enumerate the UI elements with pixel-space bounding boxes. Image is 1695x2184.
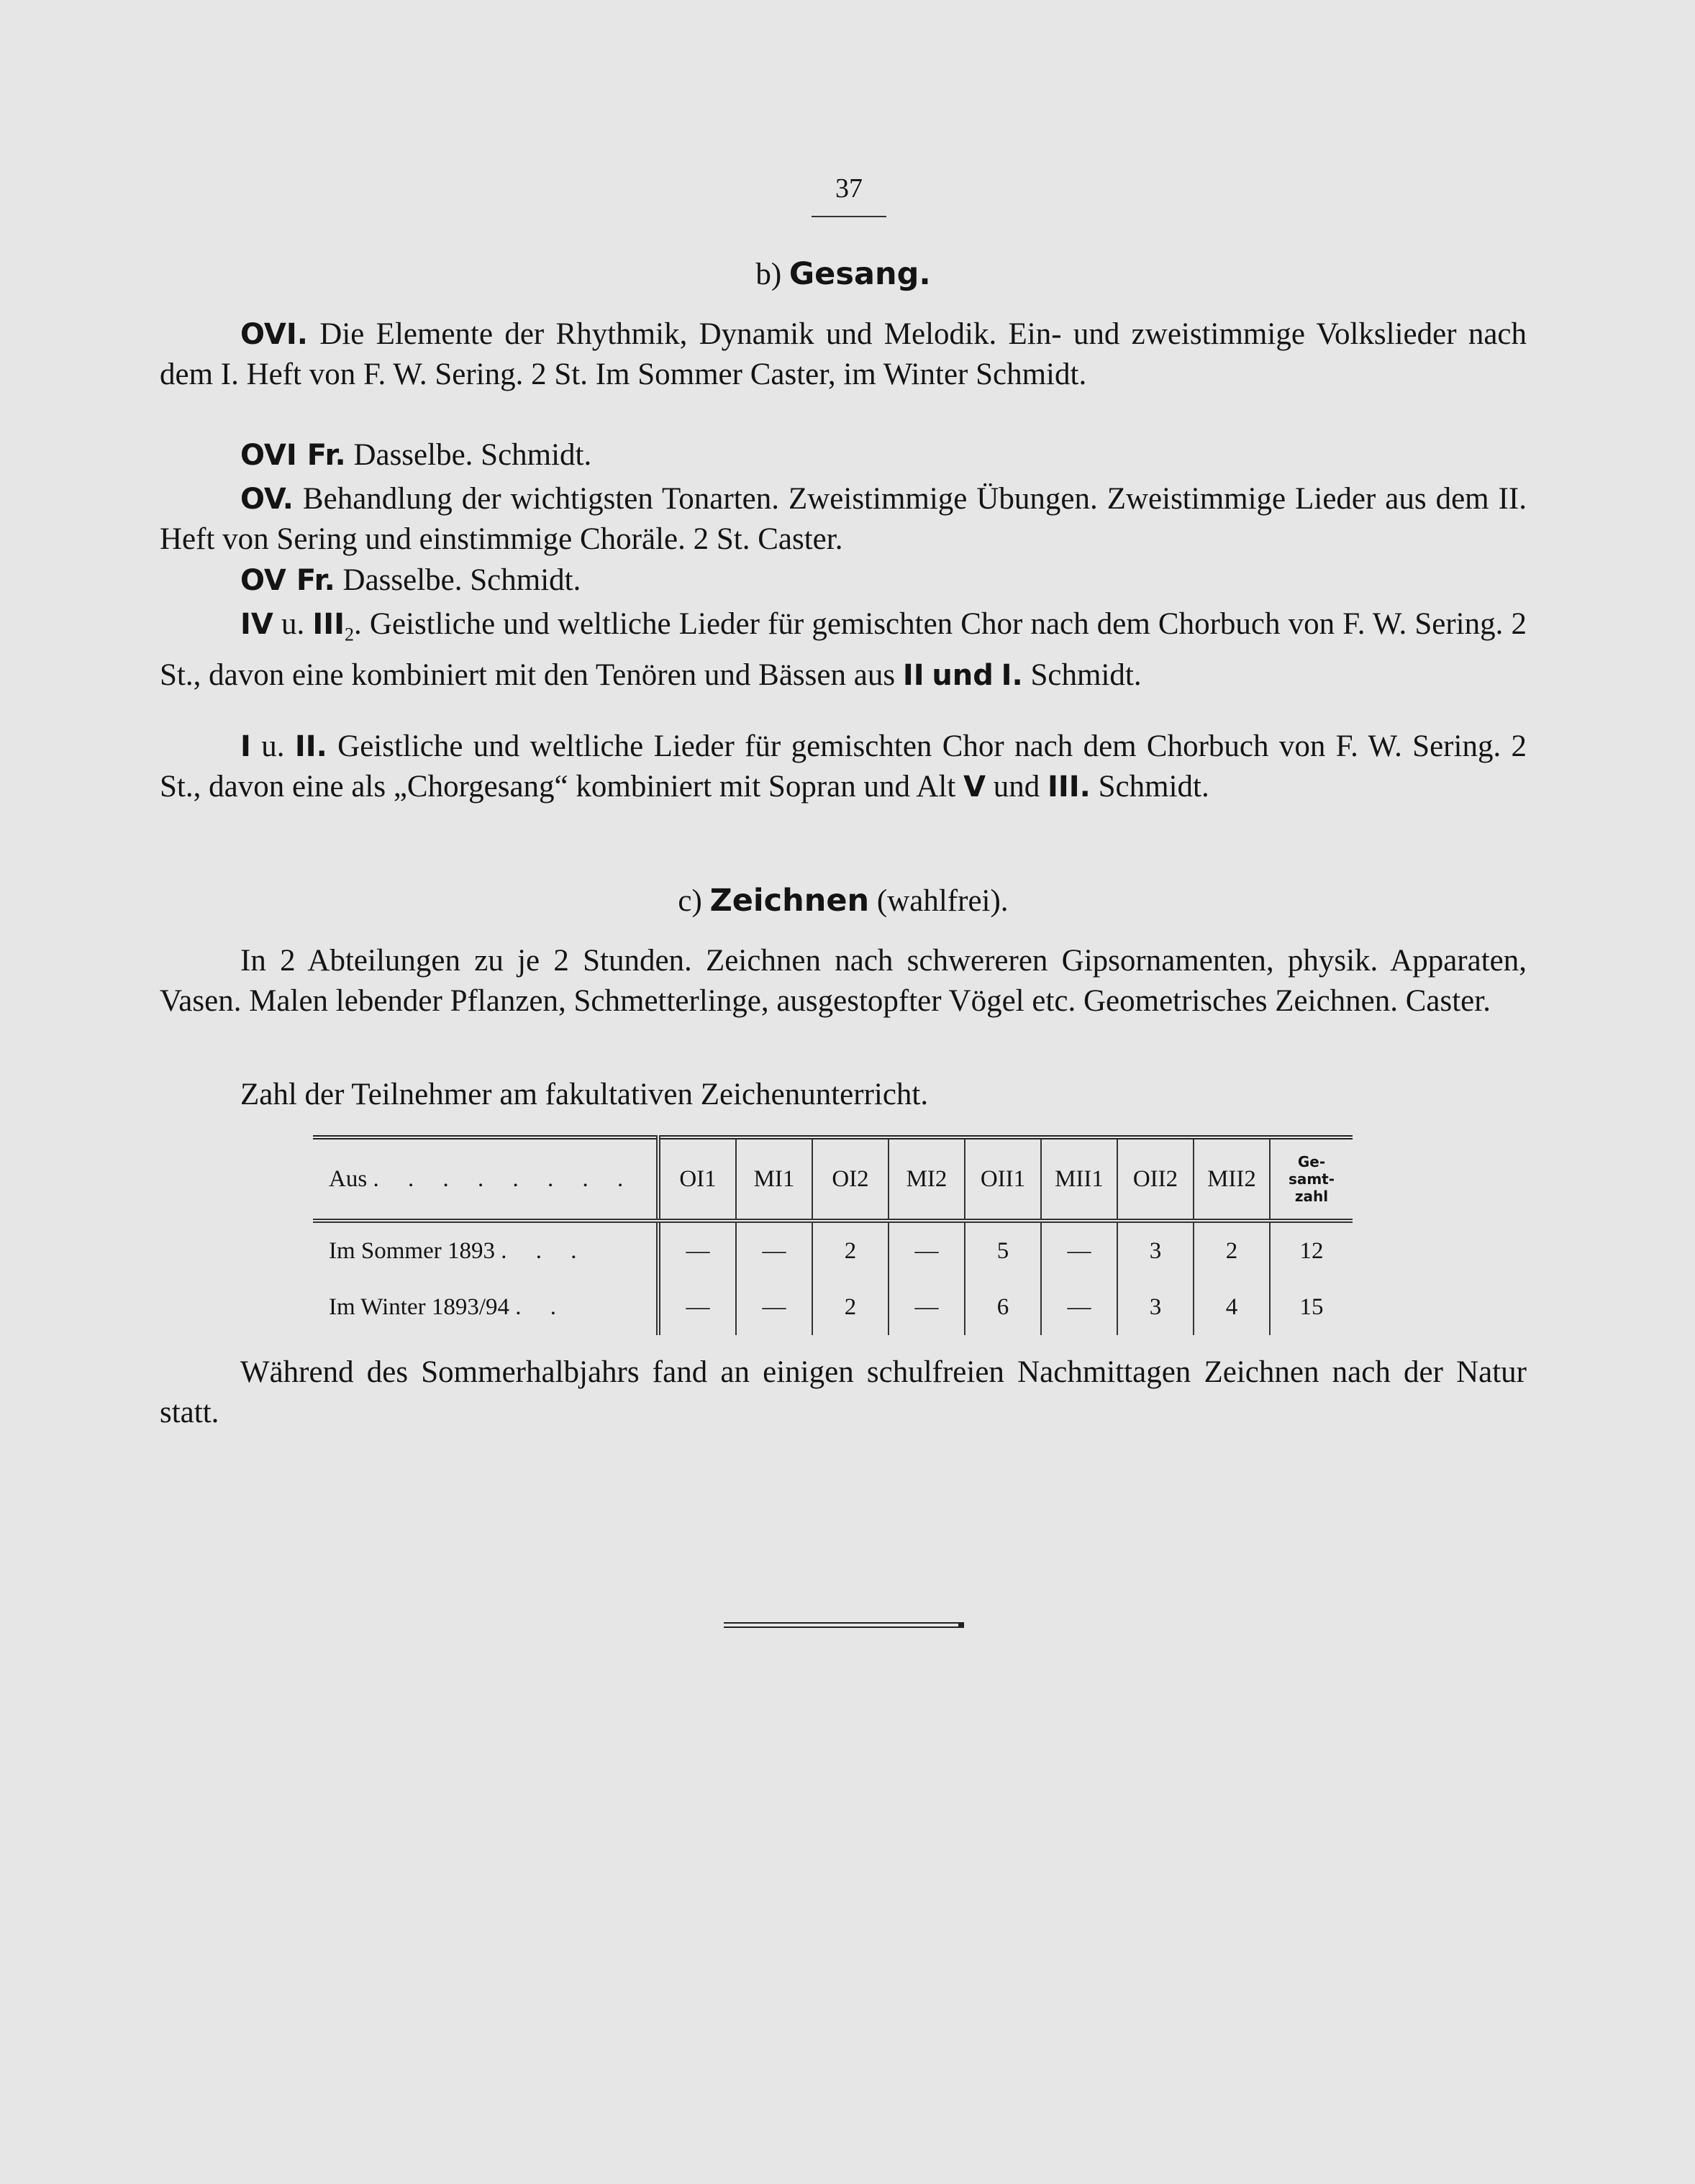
closing-paragraph: Während des Sommerhalbjahrs fand an einigen schulfreien Nachmittagen Zeichnen nach der Natur statt. [160, 1355, 1527, 1429]
paragraph-iv-iii2 [160, 604, 1527, 696]
table-row [313, 1221, 1353, 1279]
table-caption: Zahl der Teilnehmer am fakultativen Zeichenunterricht. [240, 1078, 929, 1111]
table-cell: 2 [812, 1279, 889, 1335]
column-header: OI1 [658, 1137, 736, 1221]
paragraph-text: . Geistliche und weltliche Lieder für gemischten Chor nach dem Chorbuch von F. W. Sering. 2 St., davon eine kombiniert mit den Tenören und Bässen aus [160, 607, 1527, 692]
participants-table [313, 1135, 1353, 1335]
column-header: OI2 [812, 1137, 889, 1221]
leader-dots: . . . . . . . . [373, 1165, 635, 1192]
page-number-rule [812, 216, 886, 217]
column-header: OII1 [965, 1137, 1041, 1221]
table-cell: — [889, 1279, 965, 1335]
total-cell: 12 [1270, 1221, 1353, 1279]
class-label: IV [240, 608, 273, 641]
conjunction: u. [261, 729, 285, 763]
row-label: Im Sommer 1893 [329, 1237, 495, 1264]
class-label: III [312, 608, 345, 641]
row-header-label: Aus [329, 1165, 368, 1192]
row-label: Im Winter 1893/94 [329, 1293, 510, 1320]
table-cell: 5 [965, 1221, 1041, 1279]
leader-dots: . . . [501, 1237, 589, 1264]
table-cell: — [1041, 1279, 1117, 1335]
conjunction: u. [281, 607, 305, 641]
class-label: V [963, 770, 986, 804]
class-label: III. [1048, 770, 1091, 804]
section-letter: c) [678, 884, 702, 918]
table-cell: — [1041, 1221, 1117, 1279]
paragraph-i-ii [160, 727, 1527, 807]
paragraph-ov [160, 479, 1527, 560]
row-label-cell [313, 1221, 658, 1279]
class-label: OVI Fr. [240, 439, 346, 472]
paragraph-ovi-fr [160, 435, 1527, 476]
table-cell: 6 [965, 1279, 1041, 1335]
table-cell: 4 [1194, 1279, 1270, 1335]
table-cell: 2 [1194, 1221, 1270, 1279]
paragraph-text: Dasselbe. Schmidt. [353, 438, 592, 472]
column-header: MII1 [1041, 1137, 1117, 1221]
table-header-row [313, 1137, 1353, 1221]
conjunction: und [932, 658, 994, 692]
table-cell: 3 [1117, 1279, 1194, 1335]
class-label: OVI. [240, 318, 308, 351]
class-label: OV Fr. [240, 564, 335, 597]
table-cell: — [736, 1279, 812, 1335]
section-title: Zeichnen [709, 883, 870, 919]
class-label: II [902, 658, 924, 692]
table-cell: — [658, 1279, 736, 1335]
total-column-header: Ge- samt- zahl [1270, 1137, 1353, 1221]
column-header: MI2 [889, 1137, 965, 1221]
class-label: II. [294, 730, 327, 763]
paragraph-ovi [160, 314, 1527, 395]
page-number: 37 [835, 173, 863, 204]
paragraph-text: Behandlung der wichtigsten Tonarten. Zweistimmige Übungen. Zweistimmige Lieder aus dem II. Heft von Sering und einstimmige Choräle. 2 St. Caster. [160, 482, 1527, 556]
table-row [313, 1279, 1353, 1335]
column-header: MII2 [1194, 1137, 1270, 1221]
paragraph-text: Schmidt. [1098, 770, 1209, 804]
section-title: Gesang. [789, 256, 931, 292]
row-header-cell [313, 1137, 658, 1221]
column-header: OII2 [1117, 1137, 1194, 1221]
paragraph-text: Die Elemente der Rhythmik, Dynamik und Melodik. Ein- und zweistimmige Volkslieder nach dem I. Heft von F. W. Sering. 2 St. Im Sommer Caster, im Winter Schmidt. [160, 317, 1527, 391]
class-label: I [240, 730, 251, 763]
total-cell: 15 [1270, 1279, 1353, 1335]
section-heading-gesang [160, 256, 1527, 292]
section-heading-zeichnen [160, 883, 1527, 919]
paragraph-text: Geistliche und weltliche Lieder für gemischten Chor nach dem Chorbuch von F. W. Sering. 2 St., davon eine als „Chorgesang“ kombiniert mit Sopran und Alt [160, 729, 1527, 804]
table-cell: — [658, 1221, 736, 1279]
leader-dots: . . [515, 1293, 568, 1320]
row-label-cell [313, 1279, 658, 1335]
paragraph-text: Dasselbe. Schmidt. [342, 563, 581, 597]
paragraph-zeichnen: In 2 Abteilungen zu je 2 Stunden. Zeichnen nach schwereren Gipsornamenten, physik. Apparaten, Vasen. Malen lebender Pflanzen, Schmetterlinge, ausgestopfter Vögel etc. Geometrisches Zeichnen. Caster. [160, 944, 1527, 1018]
class-label: OV. [240, 483, 294, 516]
table-cell: 3 [1117, 1221, 1194, 1279]
paragraph-ov-fr [160, 560, 1527, 601]
table-cell: — [736, 1221, 812, 1279]
table-cell: — [889, 1221, 965, 1279]
end-rule [724, 1622, 961, 1628]
column-header: MI1 [736, 1137, 812, 1221]
conjunction: und [993, 770, 1040, 804]
paragraph-text: Schmidt. [1030, 658, 1142, 692]
table-cell: 2 [812, 1221, 889, 1279]
section-letter: b) [755, 258, 782, 291]
section-note: (wahlfrei). [876, 884, 1009, 918]
class-label: I. [1001, 658, 1023, 692]
subscript: 2 [345, 624, 355, 645]
